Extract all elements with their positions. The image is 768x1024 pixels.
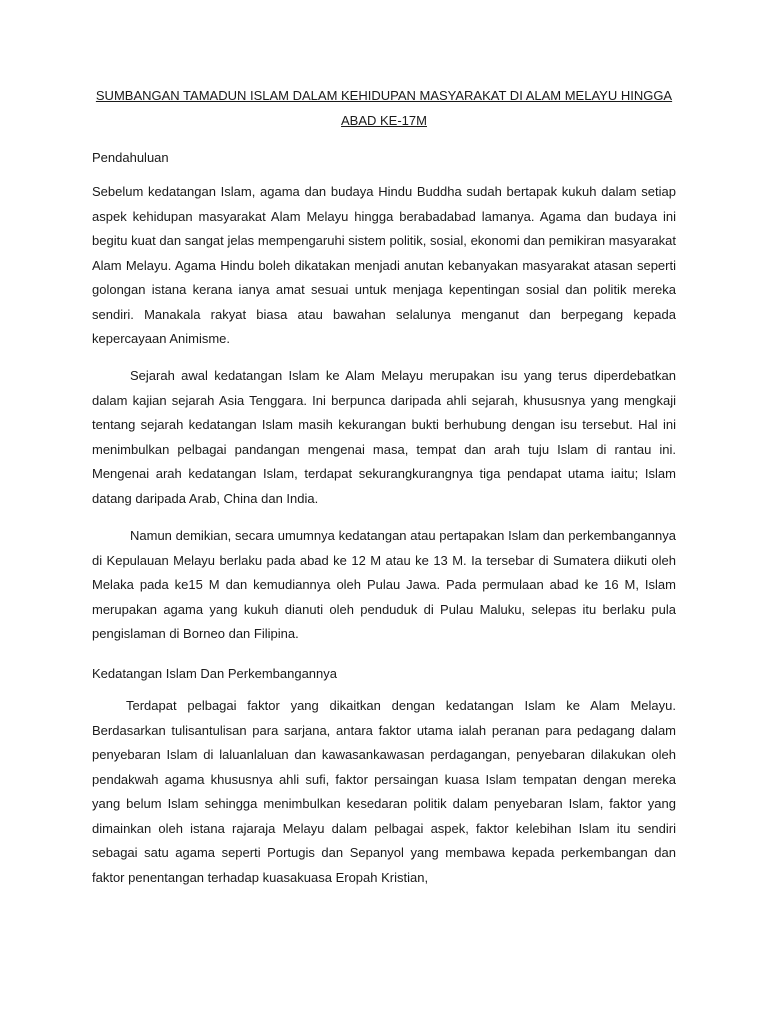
paragraph-spread: Namun demikian, secara umumnya kedatangan atau pertapakan Islam dan perkembangannya di Kepulauan Melayu berlaku pada abad ke 12 M atau ke 13 M. Ia tersebar di Sumatera diikuti oleh Melaka pada ke15 M dan kemudiannya oleh Pulau Jawa. Pada permulaan abad ke 16 M, Islam merupakan agama yang kukuh dianuti oleh penduduk di Pulau Maluku, selepas itu berlaku pula pengislaman di Borneo dan Filipina. (92, 528, 676, 641)
document-title-line1: SUMBANGAN TAMADUN ISLAM DALAM KEHIDUPAN MASYARAKAT DI ALAM MELAYU HINGGA (95, 88, 673, 103)
paragraph-intro: Sebelum kedatangan Islam, agama dan budaya Hindu Buddha sudah bertapak kukuh dalam setiap aspek kehidupan masyarakat Alam Melayu hingga berabadabad lamanya. Agama dan budaya ini begitu kuat dan sangat jelas mempengaruhi sistem politik, sosial, ekonomi dan pemikiran masyarakat Alam Melayu. Agama Hindu boleh dikatakan menjadi anutan kebanyakan masyarakat atasan seperti golongan istana kerana ianya amat sesuai untuk menjaga kepentingan sosial dan politik mereka sendiri. Manakala rakyat biasa atau bawahan selalunya menganut dan berpegang kepada kepercayaan Animisme. (92, 184, 676, 346)
heading-kedatangan: Kedatangan Islam Dan Perkembangannya (92, 666, 337, 681)
heading-pendahuluan: Pendahuluan (92, 150, 169, 165)
document-title-line2: ABAD KE-17M (341, 113, 427, 128)
paragraph-early-history: Sejarah awal kedatangan Islam ke Alam Melayu merupakan isu yang terus diperdebatkan dalam kajian sejarah Asia Tenggara. Ini berpunca daripada ahli sejarah, khususnya yang mengkaji tentang sejarah kedatangan Islam masih kekurangan bukti berhubung dengan isu tersebut. Hal ini menimbulkan pelbagai pandangan mengenai masa, tempat dan arah tuju Islam di rantau ini. Mengenai arah kedatangan Islam, terdapat sekurangkurangnya tiga pendapat utama iaitu; Islam datang daripada Arab, China dan India. (92, 368, 676, 506)
paragraph-factors: Terdapat pelbagai faktor yang dikaitkan dengan kedatangan Islam ke Alam Melayu. Berdasarkan tulisantulisan para sarjana, antara faktor utama ialah peranan para pedagang dalam penyebaran Islam di laluanlaluan dan kawasankawasan perdagangan, penyebaran dilakukan oleh pendakwah agama khususnya ahli sufi, faktor persaingan kuasa Islam tempatan dengan mereka yang belum Islam sehingga menimbulkan kesedaran politik dalam penyebaran Islam, faktor yang dimainkan oleh istana rajaraja Melayu dalam pelbagai aspek, faktor kelebihan Islam itu sendiri sebagai satu agama seperti Portugis dan Sepanyol yang membawa kepada perkembangan dan faktor penentangan terhadap kuasakuasa Eropah Kristian, (92, 698, 676, 885)
